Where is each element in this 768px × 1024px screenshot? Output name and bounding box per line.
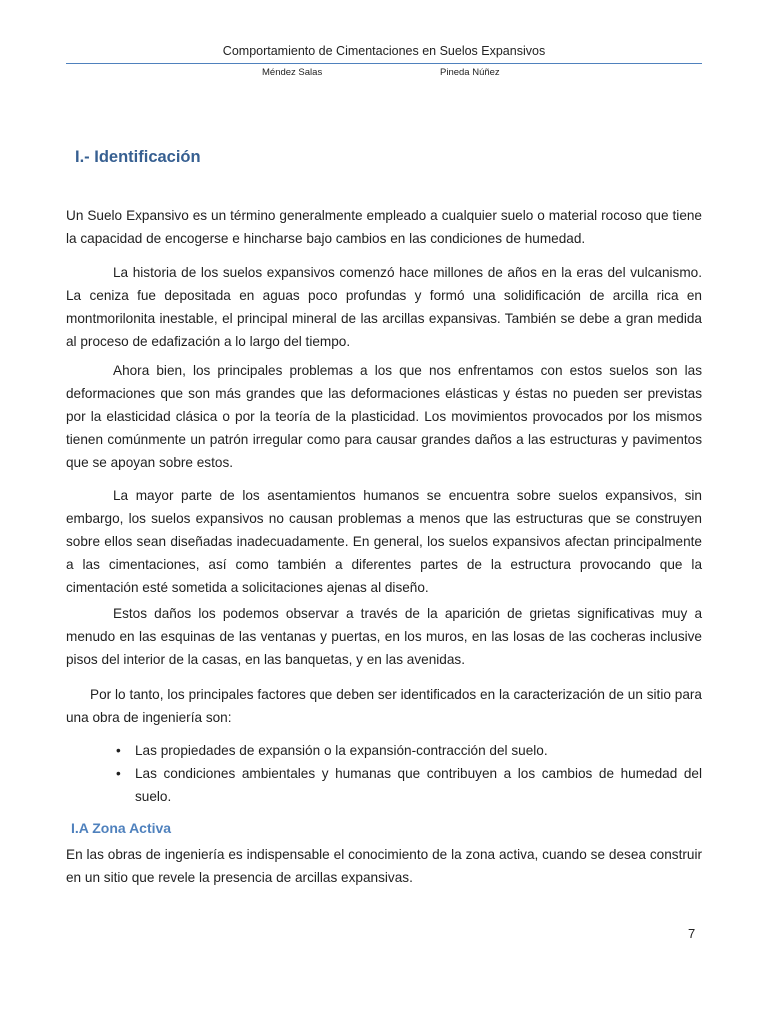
header-rule [66, 63, 702, 64]
header-author-1: Méndez Salas [262, 67, 323, 78]
list-item-text: Las condiciones ambientales y humanas que contribuyen a los cambios de humedad del suelo. [135, 766, 702, 804]
section-heading: I.- Identificación [75, 148, 201, 166]
paragraph-6: Por lo tanto, los principales factores que deben ser identificados en la caracterización de un sitio para una obra de ingeniería son: [66, 687, 702, 725]
paragraph-3: Ahora bien, los principales problemas a los que nos enfrentamos con estos suelos son las deformaciones que son más grandes que las deformaciones elásticas y éstas no pueden ser previstas por la elasticidad clásica o por la teoría de la plasticidad. Los movimientos provocados por los mismos tienen comúnmente un patrón irregular como para causar grandes daños a las estructuras y pavimentos que se apoyan sobre estos. [66, 363, 702, 470]
paragraph-1: Un Suelo Expansivo es un término generalmente empleado a cualquier suelo o material rocoso que tiene la capacidad de encogerse e hincharse bajo cambios en las condiciones de humedad. [66, 208, 702, 246]
factor-list [66, 739, 702, 808]
header-author-2: Pineda Núñez [440, 67, 500, 78]
paragraph-7: En las obras de ingeniería es indispensable el conocimiento de la zona activa, cuando se desea construir en un sitio que revele la presencia de arcillas expansivas. [66, 847, 702, 885]
page-number: 7 [688, 926, 696, 941]
running-header-title: Comportamiento de Cimentaciones en Suelos Expansivos [222, 44, 546, 58]
paragraph-4: La mayor parte de los asentamientos humanos se encuentra sobre suelos expansivos, sin embargo, los suelos expansivos no causan problemas a menos que las estructuras que se construyen sobre ellos sean diseñadas inadecuadamente. En general, los suelos expansivos afectan principalmente a las cimentaciones, así como también a diferentes partes de la estructura provocando que la cimentación esté sometida a solicitaciones ajenas al diseño. [66, 488, 702, 595]
paragraph-5: Estos daños los podemos observar a través de la aparición de grietas significativas muy a menudo en las esquinas de las ventanas y puertas, en los muros, en las losas de las cocheras inclusive pisos del interior de la casas, en las banquetas, y en las avenidas. [66, 606, 702, 667]
list-item [66, 739, 702, 762]
bullet-icon: • [116, 766, 121, 781]
subsection-heading: I.A Zona Activa [71, 820, 172, 836]
list-item [66, 762, 702, 808]
list-item-text: Las propiedades de expansión o la expansión-contracción del suelo. [135, 743, 548, 758]
bullet-icon: • [116, 743, 121, 758]
paragraph-2: La historia de los suelos expansivos comenzó hace millones de años en la eras del vulcanismo. La ceniza fue depositada en aguas poco profundas y formó una solidificación de arcilla rica en montmorilonita inestable, el principal mineral de las arcillas expansivas. También se debe a gran medida al proceso de edafización a lo largo del tiempo. [66, 265, 702, 349]
